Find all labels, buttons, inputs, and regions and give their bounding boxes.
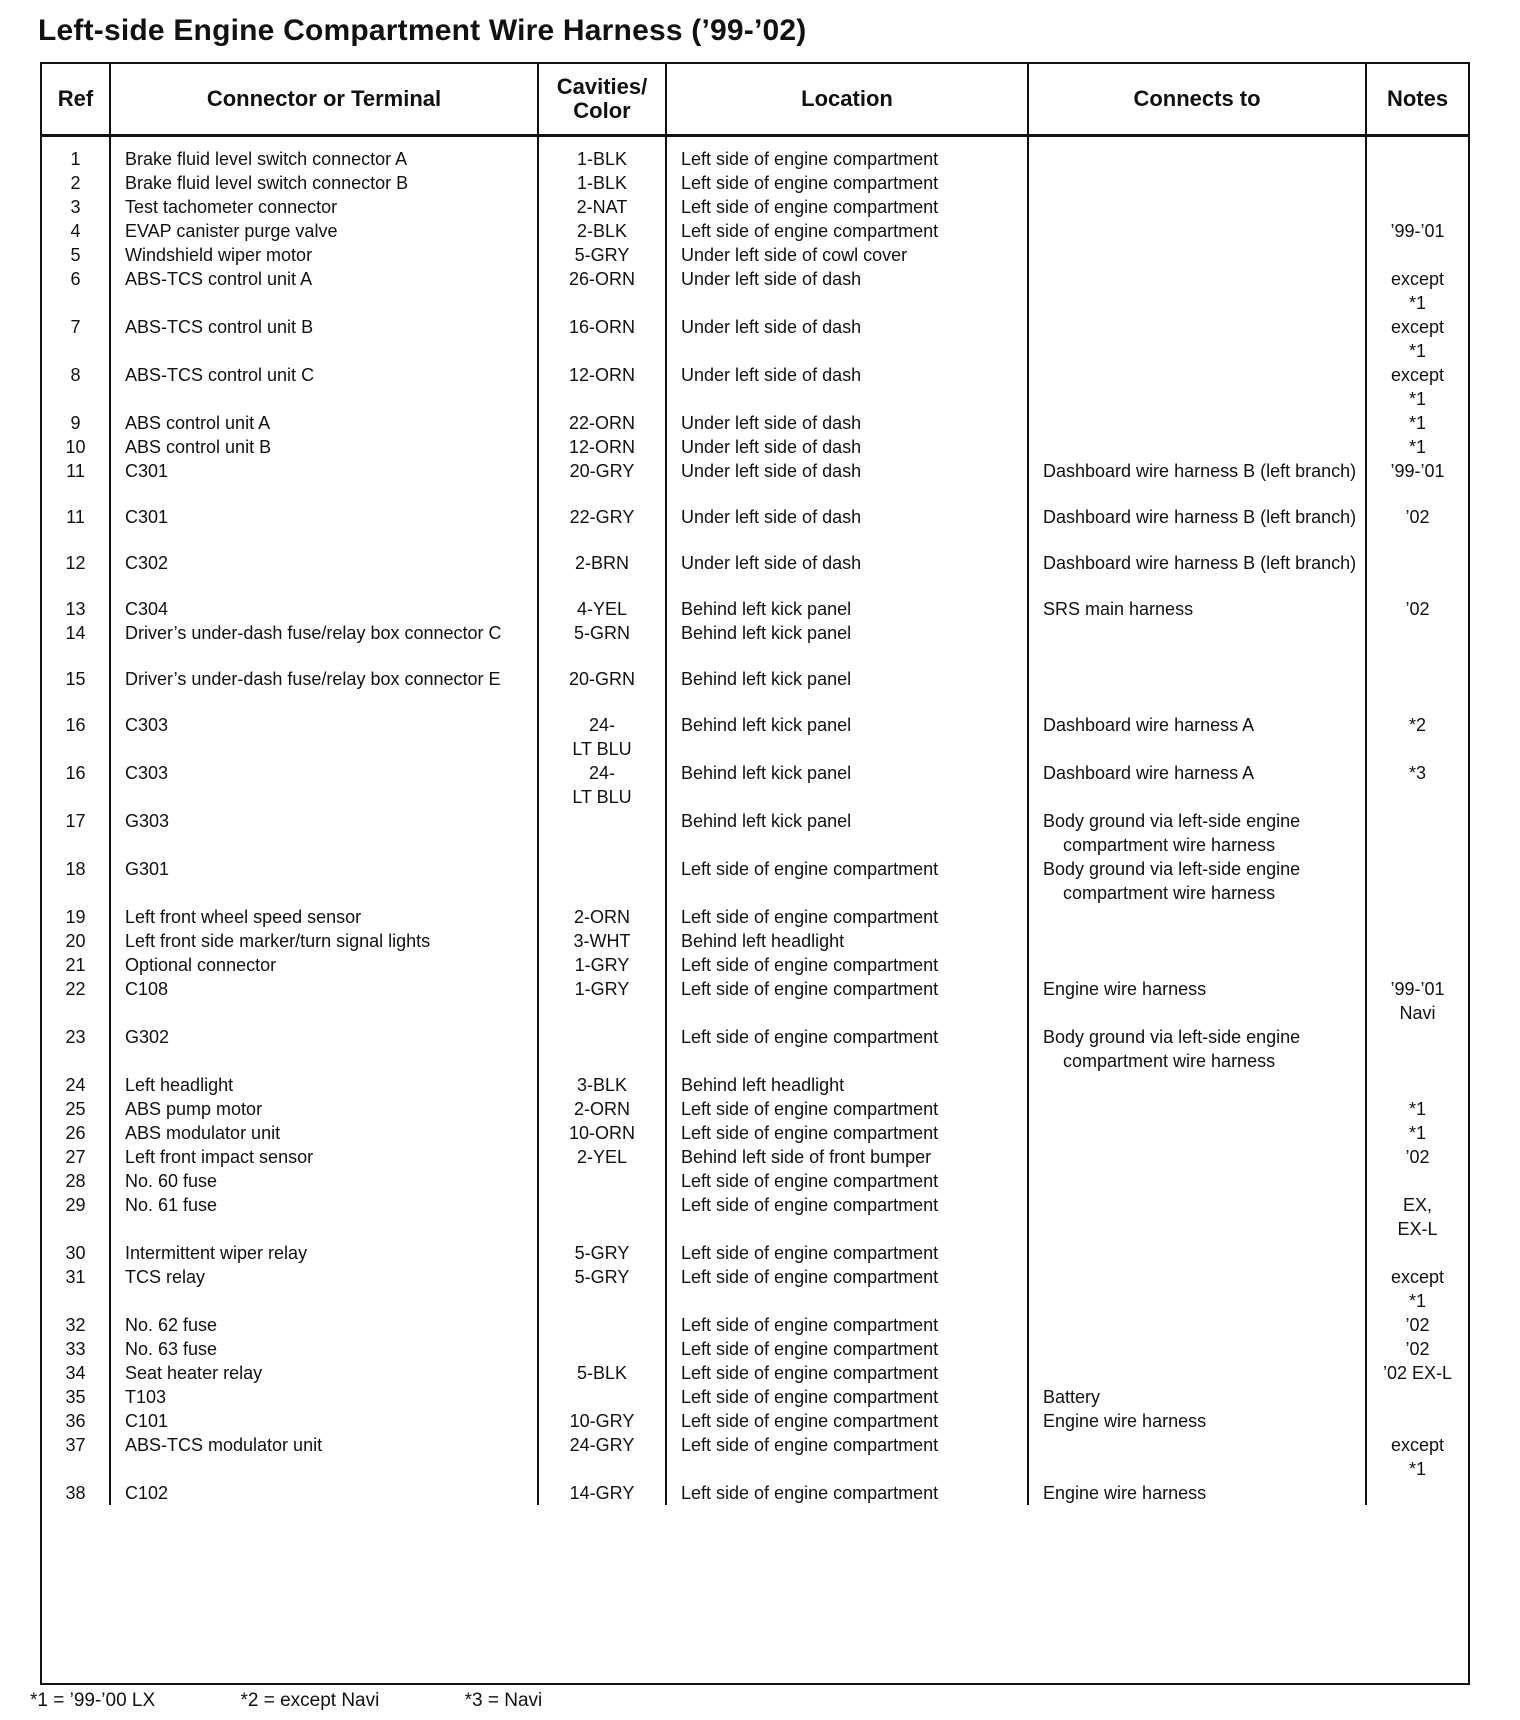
notes-cell (1366, 1241, 1468, 1265)
notes-cell: *1 (1408, 1123, 1426, 1143)
notes-cell (1366, 1385, 1468, 1409)
location-cell: Under left side of cowl cover (666, 243, 1028, 267)
header-connects: Connects to (1028, 64, 1366, 136)
table-row (42, 219, 1468, 243)
table-row (42, 435, 1468, 459)
cavities-cell: 1-BLK (538, 171, 666, 195)
table-row (42, 929, 1468, 953)
table-row (42, 1481, 1468, 1505)
notes-cell: ’02 (1405, 1315, 1430, 1335)
connects-cell (1028, 435, 1366, 459)
notes-cell (1366, 1409, 1468, 1433)
table-row (42, 1361, 1468, 1385)
ref-cell: 38 (42, 1481, 110, 1505)
table-row (42, 597, 1468, 621)
footnote-1: *1 = ’99-’00 LX (30, 1690, 156, 1711)
table-row (42, 761, 1468, 809)
cavities-cell: 5-GRY (538, 1241, 666, 1265)
ref-cell: 21 (42, 953, 110, 977)
location-cell: Under left side of dash (666, 363, 1028, 411)
connector-cell: ABS-TCS control unit C (110, 363, 538, 411)
connector-cell: ABS pump motor (110, 1097, 538, 1121)
cavities-cell (538, 1193, 666, 1241)
connector-cell: EVAP canister purge valve (110, 219, 538, 243)
table-row (42, 1145, 1468, 1169)
connects-cell (1028, 136, 1366, 172)
location-cell: Left side of engine compartment (666, 1361, 1028, 1385)
notes-cell: EX, EX-L (1397, 1195, 1438, 1239)
notes-cell: *2 (1408, 715, 1426, 735)
connects-cell: Dashboard wire harness B (left branch) (1028, 551, 1366, 597)
connects-cell (1028, 315, 1366, 363)
connects-cell (1028, 267, 1366, 315)
cavities-cell: 1-GRY (538, 977, 666, 1025)
cavities-cell: 3-BLK (538, 1073, 666, 1097)
cavities-cell: 3-WHT (538, 929, 666, 953)
ref-cell: 18 (42, 857, 110, 905)
location-cell: Left side of engine compartment (666, 953, 1028, 977)
notes-cell (1366, 1169, 1468, 1193)
table-row (42, 713, 1468, 761)
ref-cell: 17 (42, 809, 110, 857)
header-ref: Ref (42, 64, 110, 136)
table-row (42, 1121, 1468, 1145)
connector-cell: ABS control unit B (110, 435, 538, 459)
ref-cell: 29 (42, 1193, 110, 1241)
notes-cell (1366, 929, 1468, 953)
ref-cell: 5 (42, 243, 110, 267)
ref-cell: 15 (42, 667, 110, 713)
location-cell: Left side of engine compartment (666, 1097, 1028, 1121)
cavities-cell (538, 1337, 666, 1361)
ref-cell: 9 (42, 411, 110, 435)
connects-cell: Dashboard wire harness B (left branch) (1028, 459, 1366, 505)
cavities-cell: 2-YEL (538, 1145, 666, 1169)
cavities-cell: 2-ORN (538, 905, 666, 929)
connector-cell: C303 (110, 713, 538, 761)
location-cell: Under left side of dash (666, 505, 1028, 551)
location-cell: Left side of engine compartment (666, 1025, 1028, 1073)
connects-cell: Body ground via left-side engine compartment wire harness (1028, 1025, 1366, 1073)
notes-cell (1366, 243, 1468, 267)
connects-cell (1028, 1145, 1366, 1169)
ref-cell: 28 (42, 1169, 110, 1193)
notes-cell: ’99-’01 Navi (1390, 979, 1445, 1023)
ref-cell: 36 (42, 1409, 110, 1433)
connects-cell (1028, 243, 1366, 267)
connects-cell (1028, 195, 1366, 219)
connector-cell: ABS-TCS modulator unit (110, 1433, 538, 1481)
connects-cell: Dashboard wire harness A (1028, 761, 1366, 809)
ref-cell: 34 (42, 1361, 110, 1385)
table-row (42, 1241, 1468, 1265)
connects-cell (1028, 411, 1366, 435)
table-body (42, 136, 1468, 1506)
table-row (42, 1265, 1468, 1313)
ref-cell: 27 (42, 1145, 110, 1169)
connector-cell: Left front impact sensor (110, 1145, 538, 1169)
connects-cell (1028, 1337, 1366, 1361)
ref-cell: 10 (42, 435, 110, 459)
connector-cell: Driver’s under-dash fuse/relay box connector E (110, 667, 538, 713)
notes-cell: ’02 EX-L (1382, 1363, 1453, 1383)
cavities-cell: 24- LT BLU (538, 713, 666, 761)
connector-cell: Test tachometer connector (110, 195, 538, 219)
cavities-cell: 2-ORN (538, 1097, 666, 1121)
page-title: Left-side Engine Compartment Wire Harness (’99-’02) (38, 14, 807, 47)
ref-cell: 11 (42, 459, 110, 505)
location-cell: Behind left kick panel (666, 597, 1028, 621)
connector-cell: C302 (110, 551, 538, 597)
table-row (42, 809, 1468, 857)
connector-cell: ABS-TCS control unit A (110, 267, 538, 315)
table-row (42, 195, 1468, 219)
connector-cell: No. 60 fuse (110, 1169, 538, 1193)
table-row (42, 551, 1468, 597)
table-row (42, 1313, 1468, 1337)
table-row (42, 243, 1468, 267)
ref-cell: 16 (42, 713, 110, 761)
table-row (42, 905, 1468, 929)
table-row (42, 953, 1468, 977)
table-row (42, 1433, 1468, 1481)
cavities-cell: 22-GRY (538, 505, 666, 551)
header-connector: Connector or Terminal (110, 64, 538, 136)
table-row (42, 411, 1468, 435)
location-cell: Behind left kick panel (666, 621, 1028, 667)
connector-cell: C303 (110, 761, 538, 809)
connector-cell: ABS modulator unit (110, 1121, 538, 1145)
table-row (42, 505, 1468, 551)
location-cell: Behind left kick panel (666, 809, 1028, 857)
notes-cell: ’02 (1405, 599, 1430, 619)
connector-cell: No. 62 fuse (110, 1313, 538, 1337)
cavities-cell (538, 1313, 666, 1337)
connects-cell (1028, 953, 1366, 977)
connector-cell: T103 (110, 1385, 538, 1409)
location-cell: Under left side of dash (666, 315, 1028, 363)
connects-cell (1028, 171, 1366, 195)
cavities-cell (538, 1025, 666, 1073)
location-cell: Under left side of dash (666, 551, 1028, 597)
notes-cell: except *1 (1390, 269, 1445, 313)
connects-cell (1028, 1241, 1366, 1265)
location-cell: Left side of engine compartment (666, 1433, 1028, 1481)
location-cell: Under left side of dash (666, 435, 1028, 459)
connector-cell: C301 (110, 505, 538, 551)
connector-cell: C108 (110, 977, 538, 1025)
connects-cell: Dashboard wire harness B (left branch) (1028, 505, 1366, 551)
notes-cell: *1 (1408, 1099, 1426, 1119)
table-row (42, 1385, 1468, 1409)
cavities-cell: 5-BLK (538, 1361, 666, 1385)
footnote-2: *2 = except Navi (240, 1690, 380, 1711)
connects-cell (1028, 1265, 1366, 1313)
cavities-cell: 22-ORN (538, 411, 666, 435)
cavities-cell: 1-BLK (538, 136, 666, 172)
location-cell: Left side of engine compartment (666, 1241, 1028, 1265)
connects-cell: Engine wire harness (1028, 977, 1366, 1025)
table-row (42, 1409, 1468, 1433)
connects-cell (1028, 621, 1366, 667)
header-notes: Notes (1366, 64, 1468, 136)
footnote-3: *3 = Navi (464, 1690, 543, 1711)
location-cell: Left side of engine compartment (666, 1265, 1028, 1313)
location-cell: Behind left kick panel (666, 761, 1028, 809)
ref-cell: 25 (42, 1097, 110, 1121)
harness-table (40, 62, 1470, 1685)
cavities-cell (538, 1385, 666, 1409)
table-row (42, 1025, 1468, 1073)
connector-cell: Windshield wiper motor (110, 243, 538, 267)
cavities-cell: 5-GRY (538, 1265, 666, 1313)
connector-cell: ABS control unit A (110, 411, 538, 435)
table-row (42, 171, 1468, 195)
ref-cell: 2 (42, 171, 110, 195)
cavities-cell: 10-ORN (538, 1121, 666, 1145)
location-cell: Under left side of dash (666, 411, 1028, 435)
notes-cell (1366, 621, 1468, 667)
notes-cell: ’02 (1405, 1339, 1430, 1359)
cavities-cell (538, 1169, 666, 1193)
connects-cell (1028, 363, 1366, 411)
ref-cell: 26 (42, 1121, 110, 1145)
connects-cell (1028, 1073, 1366, 1097)
ref-cell: 33 (42, 1337, 110, 1361)
notes-cell: ’99-’01 (1390, 221, 1445, 241)
location-cell: Behind left headlight (666, 929, 1028, 953)
notes-cell (1366, 667, 1468, 713)
connects-cell (1028, 1433, 1366, 1481)
location-cell: Left side of engine compartment (666, 171, 1028, 195)
connects-cell: Body ground via left-side engine compartment wire harness (1028, 857, 1366, 905)
notes-cell (1366, 905, 1468, 929)
connector-cell: G301 (110, 857, 538, 905)
cavities-cell: 24-GRY (538, 1433, 666, 1481)
cavities-cell: 10-GRY (538, 1409, 666, 1433)
table-row (42, 1097, 1468, 1121)
cavities-cell: 4-YEL (538, 597, 666, 621)
notes-cell: *3 (1408, 763, 1426, 783)
table-row (42, 363, 1468, 411)
notes-cell: *1 (1408, 413, 1426, 433)
ref-cell: 23 (42, 1025, 110, 1073)
location-cell: Left side of engine compartment (666, 977, 1028, 1025)
notes-cell (1366, 1025, 1468, 1073)
notes-cell: except *1 (1390, 1267, 1445, 1311)
connector-cell: Seat heater relay (110, 1361, 538, 1385)
location-cell: Left side of engine compartment (666, 136, 1028, 172)
connects-cell (1028, 1193, 1366, 1241)
cavities-cell: 26-ORN (538, 267, 666, 315)
notes-cell (1366, 1073, 1468, 1097)
connector-cell: ABS-TCS control unit B (110, 315, 538, 363)
ref-cell: 13 (42, 597, 110, 621)
notes-cell: except *1 (1390, 1435, 1445, 1479)
connector-cell: G303 (110, 809, 538, 857)
location-cell: Behind left kick panel (666, 713, 1028, 761)
ref-cell: 19 (42, 905, 110, 929)
notes-cell: ’99-’01 (1390, 461, 1445, 481)
cavities-cell: 2-NAT (538, 195, 666, 219)
cavities-cell: 2-BRN (538, 551, 666, 597)
location-cell: Left side of engine compartment (666, 1385, 1028, 1409)
connects-cell: Body ground via left-side engine compartment wire harness (1028, 809, 1366, 857)
table-row (42, 1193, 1468, 1241)
ref-cell: 4 (42, 219, 110, 243)
table-row (42, 1073, 1468, 1097)
connects-cell (1028, 905, 1366, 929)
ref-cell: 31 (42, 1265, 110, 1313)
ref-cell: 1 (42, 136, 110, 172)
footnotes (30, 1690, 622, 1712)
table-row (42, 267, 1468, 315)
connector-cell: Intermittent wiper relay (110, 1241, 538, 1265)
connects-cell (1028, 1361, 1366, 1385)
connects-cell: Dashboard wire harness A (1028, 713, 1366, 761)
cavities-cell: 1-GRY (538, 953, 666, 977)
cavities-cell (538, 857, 666, 905)
table-row (42, 315, 1468, 363)
cavities-cell: 5-GRN (538, 621, 666, 667)
location-cell: Left side of engine compartment (666, 1193, 1028, 1241)
connects-cell: Engine wire harness (1028, 1481, 1366, 1505)
notes-cell (1366, 195, 1468, 219)
location-cell: Left side of engine compartment (666, 1169, 1028, 1193)
connects-cell (1028, 929, 1366, 953)
ref-cell: 7 (42, 315, 110, 363)
location-cell: Left side of engine compartment (666, 219, 1028, 243)
header-cavities: Cavities/ Color (538, 64, 666, 136)
ref-cell: 11 (42, 505, 110, 551)
location-cell: Behind left headlight (666, 1073, 1028, 1097)
notes-cell: except *1 (1390, 365, 1445, 409)
table-row (42, 857, 1468, 905)
connects-cell: Engine wire harness (1028, 1409, 1366, 1433)
connector-cell: Left front wheel speed sensor (110, 905, 538, 929)
notes-cell (1366, 1481, 1468, 1505)
ref-cell: 30 (42, 1241, 110, 1265)
connects-cell (1028, 1169, 1366, 1193)
connector-cell: TCS relay (110, 1265, 538, 1313)
notes-cell: *1 (1408, 437, 1426, 457)
ref-cell: 24 (42, 1073, 110, 1097)
table-row (42, 1337, 1468, 1361)
connects-cell: Battery (1028, 1385, 1366, 1409)
notes-cell: ’02 (1405, 507, 1430, 527)
ref-cell: 12 (42, 551, 110, 597)
connects-cell (1028, 1313, 1366, 1337)
connector-cell: Driver’s under-dash fuse/relay box connector C (110, 621, 538, 667)
connector-cell: Brake fluid level switch connector A (110, 136, 538, 172)
notes-cell: ’02 (1405, 1147, 1430, 1167)
table-header-row (42, 64, 1468, 136)
location-cell: Left side of engine compartment (666, 857, 1028, 905)
ref-cell: 32 (42, 1313, 110, 1337)
cavities-cell: 14-GRY (538, 1481, 666, 1505)
connector-cell: Optional connector (110, 953, 538, 977)
table-row (42, 977, 1468, 1025)
connector-cell: No. 61 fuse (110, 1193, 538, 1241)
ref-cell: 16 (42, 761, 110, 809)
header-location: Location (666, 64, 1028, 136)
cavities-cell (538, 809, 666, 857)
ref-cell: 20 (42, 929, 110, 953)
connects-cell (1028, 1121, 1366, 1145)
connects-cell: SRS main harness (1028, 597, 1366, 621)
connector-cell: C301 (110, 459, 538, 505)
notes-cell (1366, 809, 1468, 857)
location-cell: Behind left side of front bumper (666, 1145, 1028, 1169)
table-row (42, 667, 1468, 713)
table-row (42, 621, 1468, 667)
location-cell: Left side of engine compartment (666, 905, 1028, 929)
notes-cell (1366, 857, 1468, 905)
connector-cell: Brake fluid level switch connector B (110, 171, 538, 195)
location-cell: Left side of engine compartment (666, 1313, 1028, 1337)
location-cell: Left side of engine compartment (666, 1337, 1028, 1361)
connects-cell (1028, 667, 1366, 713)
connector-cell: C304 (110, 597, 538, 621)
cavities-cell: 2-BLK (538, 219, 666, 243)
ref-cell: 8 (42, 363, 110, 411)
connector-cell: No. 63 fuse (110, 1337, 538, 1361)
table-row (42, 459, 1468, 505)
table-row (42, 1169, 1468, 1193)
connector-cell: C101 (110, 1409, 538, 1433)
connector-cell: Left front side marker/turn signal lights (110, 929, 538, 953)
notes-cell (1366, 171, 1468, 195)
notes-cell (1366, 551, 1468, 597)
connects-cell (1028, 219, 1366, 243)
notes-cell (1366, 953, 1468, 977)
connector-cell: Left headlight (110, 1073, 538, 1097)
table-row (42, 136, 1468, 172)
ref-cell: 22 (42, 977, 110, 1025)
cavities-cell: 24- LT BLU (538, 761, 666, 809)
location-cell: Left side of engine compartment (666, 1481, 1028, 1505)
ref-cell: 35 (42, 1385, 110, 1409)
location-cell: Under left side of dash (666, 459, 1028, 505)
ref-cell: 14 (42, 621, 110, 667)
cavities-cell: 12-ORN (538, 363, 666, 411)
cavities-cell: 5-GRY (538, 243, 666, 267)
location-cell: Left side of engine compartment (666, 195, 1028, 219)
location-cell: Under left side of dash (666, 267, 1028, 315)
location-cell: Left side of engine compartment (666, 1121, 1028, 1145)
location-cell: Left side of engine compartment (666, 1409, 1028, 1433)
connector-cell: C102 (110, 1481, 538, 1505)
connector-cell: G302 (110, 1025, 538, 1073)
notes-cell (1366, 136, 1468, 172)
cavities-cell: 20-GRN (538, 667, 666, 713)
notes-cell: except *1 (1390, 317, 1445, 361)
ref-cell: 37 (42, 1433, 110, 1481)
cavities-cell: 20-GRY (538, 459, 666, 505)
location-cell: Behind left kick panel (666, 667, 1028, 713)
ref-cell: 3 (42, 195, 110, 219)
cavities-cell: 16-ORN (538, 315, 666, 363)
ref-cell: 6 (42, 267, 110, 315)
cavities-cell: 12-ORN (538, 435, 666, 459)
connects-cell (1028, 1097, 1366, 1121)
